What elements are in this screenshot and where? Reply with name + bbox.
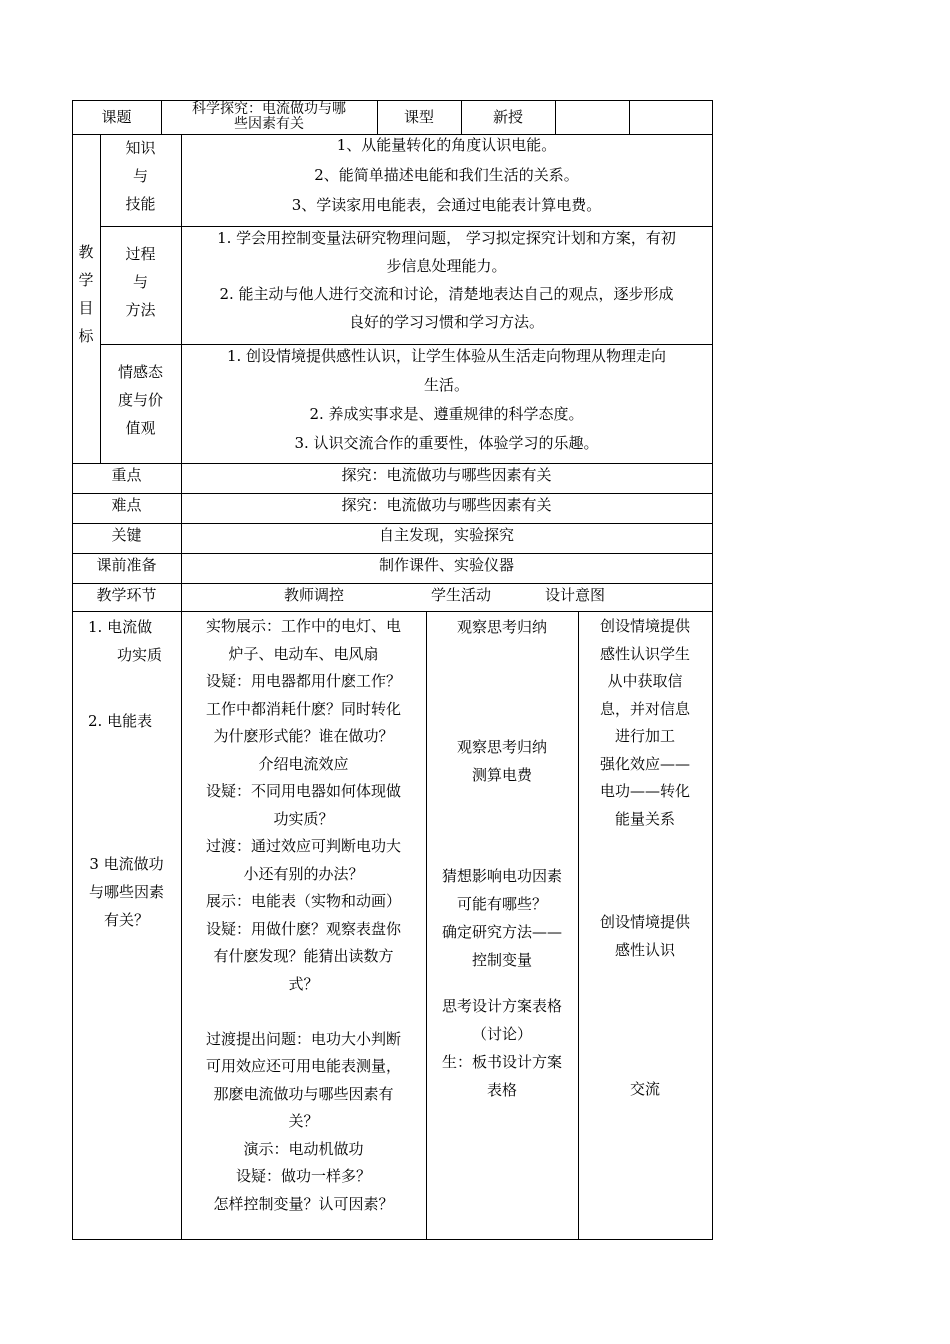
design-intent-b: 创设情境提供 感性认识: [599, 913, 690, 959]
type-label: 课型: [403, 108, 434, 126]
table-line: [629, 100, 630, 134]
subject-title-line1: 科学探究：电流做功与哪: [192, 101, 346, 117]
table-line: [72, 523, 713, 524]
student-activity-b: 观察思考归纳 测算电费: [456, 738, 547, 784]
difficulty-value: 探究：电流做功与哪些因素有关: [341, 496, 552, 514]
type-value: 新授: [492, 108, 523, 126]
table-line: [72, 493, 713, 494]
table-line: [72, 583, 713, 584]
stage-2: 2. 电能表: [88, 712, 153, 730]
stage-1: 1. 电流做 功实质: [88, 618, 163, 664]
table-line: [72, 100, 713, 101]
key-value: 自主发现，实验探究: [378, 526, 514, 544]
table-line: [72, 611, 713, 612]
design-intent-c: 交流: [629, 1080, 660, 1098]
table-line: [72, 463, 713, 464]
goals-section-label: 教 学 目 标: [78, 243, 94, 345]
student-activity-a: 观察思考归纳: [456, 618, 547, 636]
intent-header: 设计意图: [545, 586, 606, 604]
key-point-label: 重点: [111, 466, 142, 484]
stage-header: 教学环节: [96, 586, 157, 604]
table-line: [555, 100, 556, 134]
emotion-label: 情感态 度与价 值观: [117, 363, 163, 437]
student-header: 学生活动: [431, 586, 492, 604]
preparation-label: 课前准备: [96, 556, 157, 574]
table-line: [712, 100, 713, 1239]
emotion-content: 1. 创设情境提供感性认识，让学生体验从生活走向物理从物理走向 生活。 2. 养成实事求是、遵重规律的科学态度。 3. 认识交流合作的重要性，体验学习的乐趣。: [226, 347, 667, 452]
key-point-value: 探究：电流做功与哪些因素有关: [341, 466, 552, 484]
subject-title-line2: 些因素有关: [234, 116, 304, 132]
student-activity-d: 思考设计方案表格 （讨论） 生：板书设计方案 表格: [441, 997, 562, 1099]
table-line: [72, 1239, 713, 1240]
teacher-header: 教师调控: [284, 586, 345, 604]
subject-label: 课题: [101, 108, 132, 126]
knowledge-content: 1、从能量转化的角度认识电能。 2、能简单描述电能和我们生活的关系。 3、学读家用电能表，会通过电能表计算电费。: [291, 136, 602, 214]
design-intent-a: 创设情境提供 感性认识学生 从中获取信 息，并对信息 进行加工 强化效应—— 电功——转化 能量关系: [599, 617, 690, 828]
stage-3: 3 电流做功 与哪些因素 有关？: [88, 855, 164, 929]
teacher-activities: 实物展示：工作中的电灯、电 炉子、电动车、电风扇 设疑：用电器都用什麽工作？ 工作中都消耗什麽？同时转化 为什麽形式能？谁在做功？ 介绍电流效应 设疑：不同用电器如何体现做 功实质？ 过渡：通过效应可判断电功大 小还有别的办法？ 展示：电能表（实物和动画） 设疑：用做什麽？观察表盘你 有什麽发现？能猜出读数方 式？ 过渡提出问题：电功大小判断 可用效应还可用电能表测量， 那麽电流做功与哪些因素有 关？ 演示：电动机做功 设疑：做功一样多？ 怎样控制变量？认可因素？: [205, 617, 401, 1213]
table-line: [72, 553, 713, 554]
key-label: 关键: [111, 526, 142, 544]
difficulty-label: 难点: [111, 496, 142, 514]
knowledge-label: 知识 与 技能: [125, 139, 156, 213]
process-label: 过程 与 方法: [125, 245, 156, 319]
preparation-value: 制作课件、实验仪器: [378, 556, 514, 574]
student-activity-c: 猜想影响电功因素 可能有哪些？ 确定研究方法—— 控制变量: [441, 867, 562, 969]
process-content: 1. 学会用控制变量法研究物理问题， 学习拟定探究计划和方案，有初 步信息处理能力。 2. 能主动与他人进行交流和讨论，清楚地表达自己的观点，逐步形成 良好的学习习惯和学习方法。: [217, 229, 676, 331]
